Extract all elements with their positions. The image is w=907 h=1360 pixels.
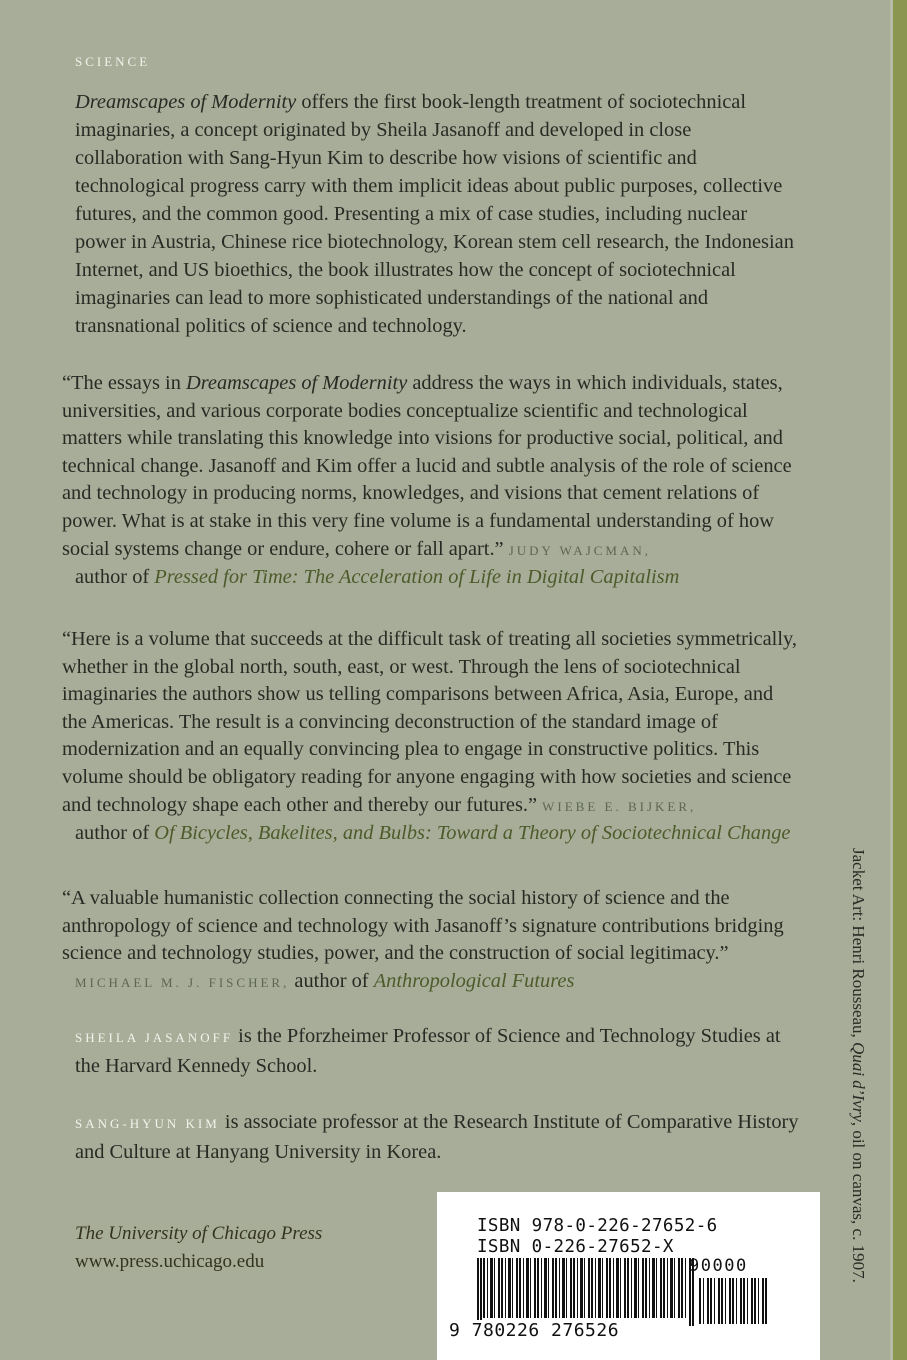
author-of-label: author of	[75, 822, 155, 845]
quote-author: JUDY WAJCMAN,	[508, 542, 652, 558]
author-of-label: author of	[289, 969, 374, 992]
bio-name: SHEILA JASANOFF	[75, 1030, 234, 1045]
quote-text-end: address the ways in which individuals, states, universities, and various corporate bodies conceptualize scientific and technological matters while translating this knowledge into visions for productive social, political, and technical change. Jasanoff and Kim offer a lucid and subtle analysis of the role of science and technology in producing norms, knowledges, and visions that cement relations of power. What is at stake in this very fine volume is a fundamental understanding of how social systems change or endure, cohere or fall apart.”	[62, 372, 792, 560]
isbn-13: ISBN 978-0-226-27652-6	[477, 1216, 718, 1236]
quote-author: WIEBE E. BIJKER,	[542, 798, 697, 814]
description-text: offers the first book-length treatment of sociotechnical imaginaries, a concept originated by Sheila Jasanoff and developed in close collaboration with Sang-Hyun Kim to describe how visions of scientific and technological progress carry with them implicit ideas about public purposes, collective futures, and the common good. Presenting a mix of case studies, including nuclear power in Austria, Chinese rice biotechnology, Korean stem cell research, the Indonesian Internet, and US bioethics, the book illustrates how the concept of sociotechnical imaginaries can lead to more sophisticated understandings of the national and transnational politics of science and technology.	[75, 91, 794, 337]
quote-author: MICHAEL M. J. FISCHER,	[75, 974, 290, 990]
quote-text: “Here is a volume that succeeds at the difficult task of treating all societies symmetrically, whether in the global north, south, east, or west. Through the lens of sociotechnical imaginaries the authors show us telling comparisons between Africa, Asia, Europe, and the Americas. The result is a convincing deconstruction of the standard image of modernization and an equally convincing plea to engage in constructive politics. This volume should be obligatory reading for anyone engaging with how societies and science and technology shape each other and thereby our futures.”	[62, 628, 797, 816]
endorsement-quote	[62, 370, 802, 592]
quote-attribution	[62, 564, 802, 592]
author-work-title: Pressed for Time: The Acceleration of Life in Digital Capitalism	[154, 566, 680, 589]
barcode-guard-left	[480, 1258, 482, 1326]
quote-attribution	[62, 820, 802, 848]
artwork-title: Quai d’Ivry	[849, 1042, 868, 1122]
bio-text: is the Pforzheimer Professor of Science and Technology Studies at the Harvard Kennedy School.	[75, 1025, 781, 1077]
author-bio	[75, 1108, 800, 1166]
quote-text: “A valuable humanistic collection connecting the social history of science and the anthropology of science and technology with Jasanoff’s signature contributions bridging science and technology studies, power, and the construction of social legitimacy.”	[62, 887, 784, 965]
price-addon-digits: 90000	[689, 1256, 748, 1276]
author-bio	[75, 1022, 800, 1080]
publisher-name: The University of Chicago Press	[75, 1223, 323, 1244]
bio-text: is associate professor at the Research Institute of Comparative History and Culture at Hanyang University in Korea.	[75, 1111, 799, 1163]
spine-stripe	[893, 0, 907, 1360]
quote-attribution	[62, 968, 802, 997]
ean-digits: 9 780226 276526	[449, 1320, 620, 1341]
endorsement-quote	[62, 626, 802, 848]
jacket-art-credit	[848, 848, 868, 1283]
endorsement-quote	[62, 885, 802, 996]
credit-prefix: Jacket Art: Henri Rousseau,	[849, 848, 868, 1043]
ean-barcode	[483, 1258, 688, 1318]
barcode-guard-left	[477, 1258, 479, 1326]
bio-name: SANG-HYUN KIM	[75, 1116, 220, 1131]
quote-text-start: “The essays in	[62, 372, 187, 394]
quote-book-title: Dreamscapes of Modernity	[186, 372, 408, 394]
publisher-url: www.press.uchicago.edu	[75, 1251, 265, 1272]
book-description	[75, 88, 800, 340]
addon-barcode	[699, 1278, 767, 1324]
book-title: Dreamscapes of Modernity	[75, 91, 297, 113]
publisher-info	[75, 1220, 322, 1276]
author-work-title: Anthropological Futures	[373, 969, 575, 992]
author-work-title: Of Bicycles, Bakelites, and Bulbs: Toward a Theory of Sociotechnical Change	[154, 822, 791, 845]
category-label: SCIENCE	[75, 54, 151, 69]
author-of-label: author of	[75, 566, 155, 589]
credit-suffix: , oil on canvas, c. 1907.	[849, 1121, 868, 1283]
isbn-10: ISBN 0-226-27652-X	[477, 1237, 674, 1257]
barcode-panel	[437, 1192, 820, 1360]
